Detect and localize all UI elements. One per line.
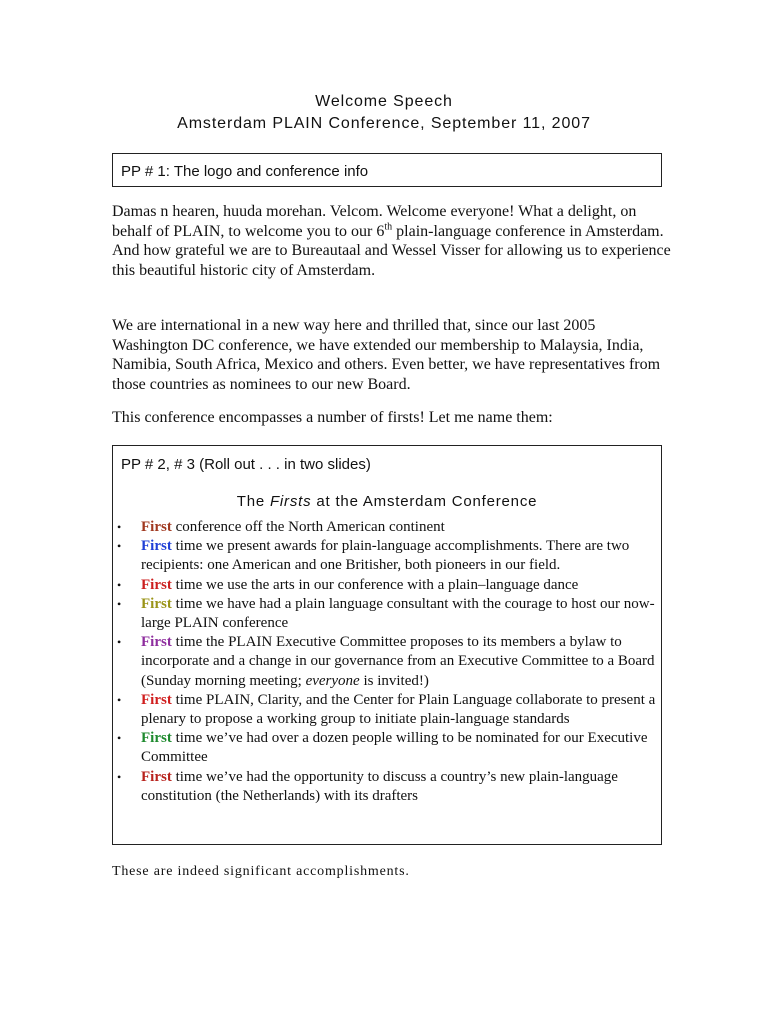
bullet-icon: •: [117, 539, 122, 554]
slide-note-box-2: [112, 445, 662, 845]
list-item-text: is invited!): [359, 672, 429, 689]
ordinal-suffix: th: [384, 221, 393, 233]
heading-text: at the Amsterdam Conference: [311, 493, 538, 510]
firsts-list: [113, 518, 661, 806]
firsts-heading: [113, 493, 661, 510]
bullet-icon: •: [117, 692, 122, 707]
list-item-text: time we present awards for plain-language accomplishments. There are two recipients: one American and one Britisher, both pioneers in our field.: [141, 538, 630, 574]
slide-note-box-1: [112, 153, 662, 187]
heading-emphasis: Firsts: [269, 493, 312, 510]
list-item: [117, 537, 661, 575]
bullet-icon: •: [117, 596, 122, 611]
list-item-text: time we’ve had the opportunity to discuss a country’s new plain-language constitution (the Netherlands) with its drafters: [141, 768, 618, 804]
list-item-text: time we’ve had over a dozen people willing to be nominated for our Executive Committee: [141, 730, 648, 766]
list-item-text: time we have had a plain language consultant with the courage to host our now-large PLAIN conference: [141, 595, 655, 632]
slide-note-label: PP # 2, # 3 (Roll out . . . in two slides): [121, 456, 371, 473]
page-title: Welcome Speech: [315, 93, 453, 110]
heading-text: The: [236, 493, 270, 510]
list-item-text: time we use the arts in our conference with a plain–language dance: [171, 576, 579, 593]
slide-note-label: PP # 1: The logo and conference info: [121, 163, 369, 180]
page-subtitle: Amsterdam PLAIN Conference, September 11, 2007: [177, 115, 591, 132]
list-item: [117, 729, 661, 767]
list-item: [117, 691, 661, 729]
list-item: [117, 518, 661, 537]
first-keyword: First: [141, 595, 172, 612]
paragraph-text: Damas n hearen, huuda morehan. Velcom. Welcome everyone! What a delight, on behalf of PLAIN, to welcome you to our 6: [112, 203, 637, 240]
bullet-icon: •: [117, 520, 122, 534]
bullet-icon: •: [117, 635, 122, 650]
paragraph-international: We are international in a new way here and thrilled that, since our last 2005 Washington DC conference, we have extended our membership to Malaysia, India, Namibia, South Africa, Mexico and others. Even better, we have representatives from those countries as nominees to our new Board.: [112, 317, 661, 393]
first-keyword: First: [141, 538, 172, 555]
first-keyword: First: [141, 634, 172, 651]
bullet-icon: •: [117, 731, 122, 746]
first-keyword: First: [141, 691, 172, 708]
closing-line: These are indeed significant accomplishments.: [112, 864, 410, 879]
list-item-text: conference off the North American continent: [171, 519, 445, 535]
list-item-emphasis: everyone: [305, 672, 360, 689]
bullet-icon: •: [117, 577, 122, 592]
paragraph-text: plain-language conference in Amsterdam. And how grateful we are to Bureautaal and Wessel Visser for allowing us to experience this beautiful historic city of Amsterdam.: [112, 222, 671, 279]
list-item: [117, 576, 661, 595]
paragraph-welcome: [112, 202, 672, 280]
first-keyword: First: [141, 730, 172, 747]
list-item-text: time PLAIN, Clarity, and the Center for Plain Language collaborate to present a plenary to propose a working group to initiate plain-language standards: [141, 691, 656, 728]
first-keyword: First: [141, 768, 172, 785]
list-item-text: time the PLAIN Executive Committee proposes to its members a bylaw to incorporate and a change in our governance from an Executive Committee to a Board (Sunday morning meeting;: [141, 634, 655, 689]
list-item: [117, 633, 661, 691]
first-keyword: First: [141, 576, 172, 593]
list-item: [117, 595, 661, 633]
paragraph-firsts-intro: This conference encompasses a number of firsts! Let me name them:: [112, 409, 553, 426]
list-item: [117, 768, 661, 806]
first-keyword: First: [141, 519, 172, 535]
bullet-icon: •: [117, 769, 122, 784]
